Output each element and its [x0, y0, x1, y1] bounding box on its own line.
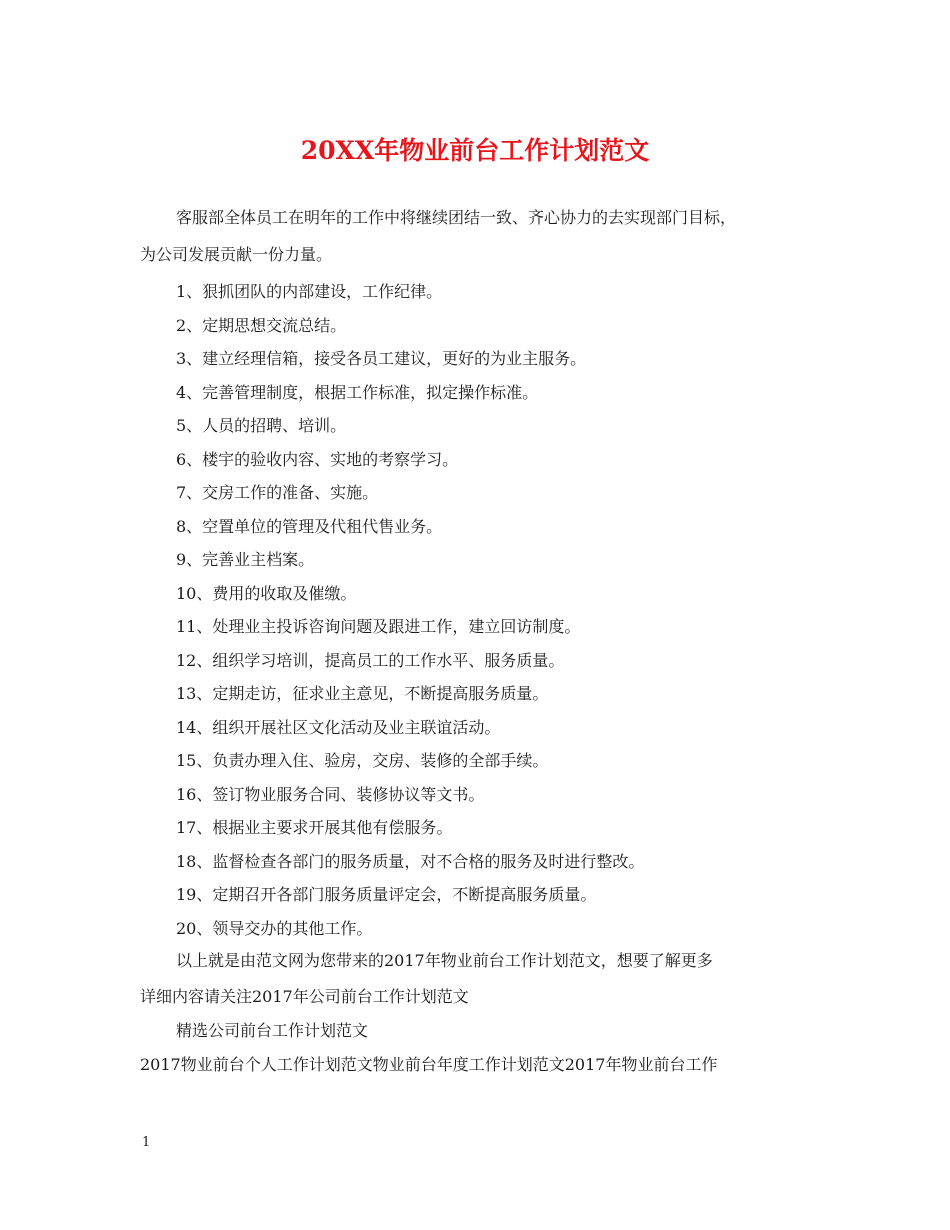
plan-item: 5、人员的招聘、培训。: [176, 416, 347, 435]
plan-item: 2、定期思想交流总结。: [176, 316, 347, 335]
related-heading: 精选公司前台工作计划范文: [176, 1021, 369, 1040]
closing-line-2: 详细内容请关注2017年公司前台工作计划范文: [140, 987, 469, 1006]
plan-item: 16、签订物业服务合同、装修协议等文书。: [176, 785, 485, 804]
plan-item: 4、完善管理制度，根据工作标准，拟定操作标准。: [176, 383, 539, 402]
plan-item: 10、费用的收取及催缴。: [176, 584, 357, 603]
intro-line-2: 为公司发展贡献一份力量。: [140, 245, 333, 264]
plan-item: 13、定期走访，征求业主意见，不断提高服务质量。: [176, 684, 549, 703]
plan-item: 3、建立经理信箱，接受各员工建议，更好的为业主服务。: [176, 349, 587, 368]
page-number: 1: [142, 1135, 151, 1150]
intro-line-1: 客服部全体员工在明年的工作中将继续团结一致、齐心协力的去实现部门目标，: [176, 208, 737, 227]
plan-item: 17、根据业主要求开展其他有偿服务。: [176, 818, 453, 837]
plan-item: 8、空置单位的管理及代租代售业务。: [176, 517, 443, 536]
plan-item: 12、组织学习培训，提高员工的工作水平、服务质量。: [176, 651, 565, 670]
plan-item: 1、狠抓团队的内部建设，工作纪律。: [176, 282, 443, 301]
plan-item: 18、监督检查各部门的服务质量，对不合格的服务及时进行整改。: [176, 852, 645, 871]
plan-item: 11、处理业主投诉咨询问题及跟进工作，建立回访制度。: [176, 617, 581, 636]
plan-item: 20、领导交办的其他工作。: [176, 919, 373, 938]
plan-item: 19、定期召开各部门服务质量评定会，不断提高服务质量。: [176, 885, 597, 904]
plan-item: 7、交房工作的准备、实施。: [176, 483, 379, 502]
related-links: 2017物业前台个人工作计划范文物业前台年度工作计划范文2017年物业前台工作: [140, 1055, 718, 1074]
plan-item: 15、负责办理入住、验房，交房、装修的全部手续。: [176, 751, 549, 770]
closing-line-1: 以上就是由范文网为您带来的2017年物业前台工作计划范文，想要了解更多: [176, 951, 713, 970]
document-title: 20XX年物业前台工作计划范文: [300, 136, 650, 165]
plan-item: 9、完善业主档案。: [176, 550, 315, 569]
plan-item: 6、楼宇的验收内容、实地的考察学习。: [176, 450, 459, 469]
plan-item: 14、组织开展社区文化活动及业主联谊活动。: [176, 718, 501, 737]
